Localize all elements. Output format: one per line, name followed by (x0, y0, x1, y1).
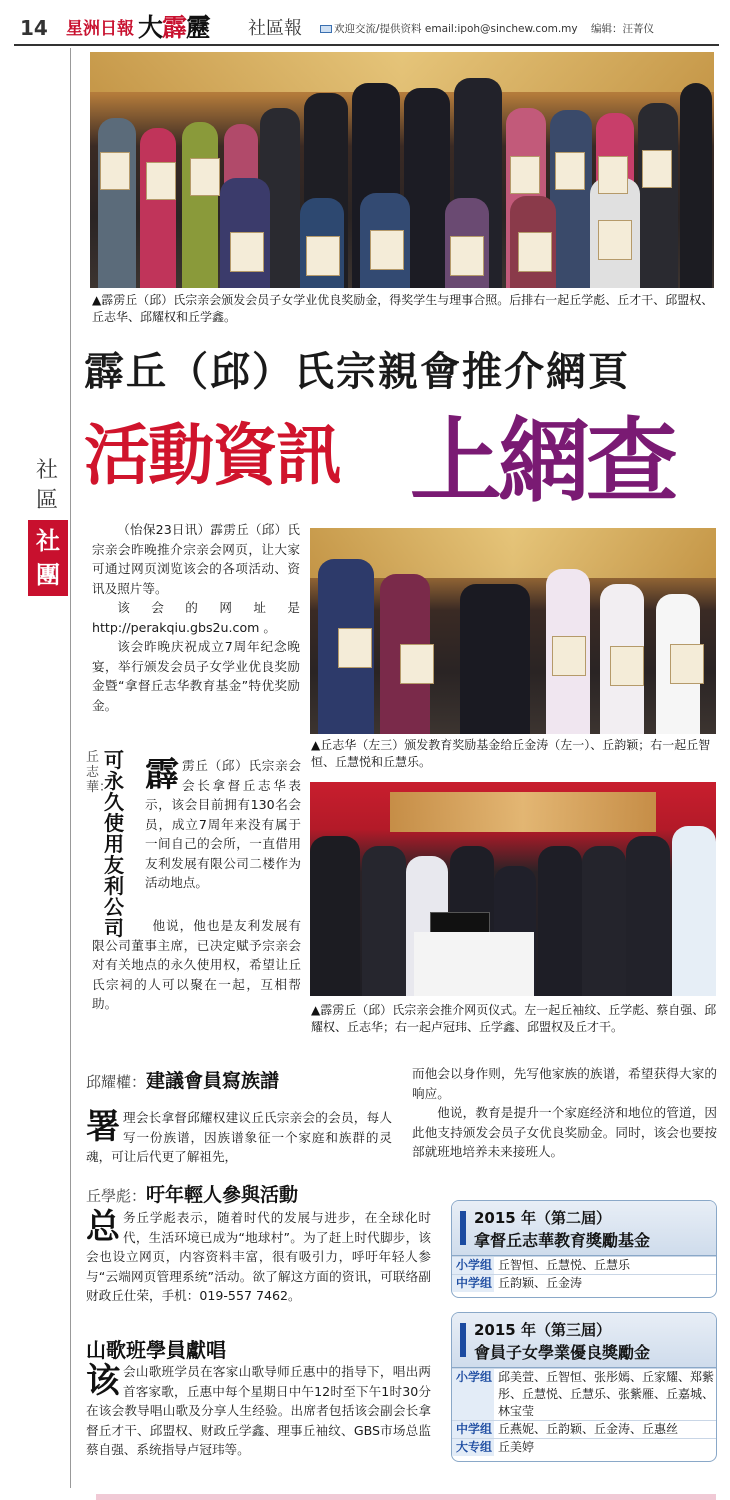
section2-speaker: 邱耀權： (86, 1073, 147, 1091)
award-level: 小学组 (452, 1369, 494, 1420)
intro-paragraph-3: 该会昨晚庆祝成立7周年纪念晚宴，举行颁发会员子女学业优良奖励金暨“拿督丘志华教育基金”特优奖励金。 (92, 639, 300, 713)
award-box-b-row (452, 1438, 716, 1456)
side-tag-qu: 區 (35, 488, 58, 513)
photo-website-launch (310, 782, 716, 996)
section1-paragraph-1: 雳丘（邱）氏宗亲会会长拿督丘志华表示，该会目前拥有130名会员，成立7周年来没有属于一间自己的会所，一直借用友利发展有限公司二楼作为活动地点。 (145, 758, 301, 890)
award-box-a-row (452, 1274, 716, 1292)
section3-speaker: 丘學彪： (86, 1187, 147, 1205)
section3-heading (86, 1180, 298, 1207)
award-names: 丘燕妮、丘韵颖、丘金涛、丘惠丝 (498, 1422, 679, 1436)
side-tag-she: 社 (35, 458, 58, 483)
award-level: 中学组 (452, 1275, 494, 1292)
award-box-a-row (452, 1256, 716, 1274)
section3-paragraph-1: 务丘学彪表示，随着时代的发展与进步，在全球化时代，生活环境已成为“地球村”。为了赶上时代脚步，该会也设立网页，内容资料丰富，很有吸引力，呼吁年轻人参与“云端网页管理系统”活动。欲了解这方面的资讯，可联络副财政丘仕荣，手机：019-557 7462。 (86, 1210, 431, 1303)
editor-credit: 编辑：汪菁仪 (590, 23, 654, 35)
envelope-icon (320, 25, 332, 33)
section4-dropcap: 该 (86, 1361, 120, 1401)
side-tag-box-tuan: 團 (36, 561, 60, 589)
award-box-member-children (451, 1312, 717, 1462)
award-box-education-fund (451, 1200, 717, 1298)
photo3-caption: ▲霹雳丘（邱）氏宗亲会推介网页仪式。左一起丘袖纹、丘学彪、蔡自强、邱耀权、丘志华；右一起卢冠玮、丘学鑫、邱盟权及丘才干。 (311, 1003, 717, 1034)
award-box-a-year: 2015 年（第二屆） (474, 1209, 611, 1227)
award-box-a-title: 拿督丘志華教育獎勵基金 (474, 1231, 651, 1250)
headline-red: 活動資訊 (84, 416, 340, 494)
section2-paragraph-1: 理会长拿督邱耀权建议丘氏宗亲会的会员，每人写一份族谱，因族谱象征一个家庭和族群的灵魂，可让后代更了解祖先， (86, 1110, 392, 1164)
award-level: 大专组 (452, 1439, 494, 1456)
section1-paragraph-2: 他说，他也是友利发展有限公司董事主席，已决定赋予宗亲会对有关地点的永久使用权，希望让丘氏宗祠的人可以聚在一起，互相帮助。 (92, 918, 301, 1011)
page-header (0, 0, 730, 46)
section4-title: 山歌班學員獻唱 (86, 1338, 226, 1362)
award-level: 小学组 (452, 1257, 494, 1274)
section3-dropcap: 总 (86, 1207, 120, 1247)
section1-paragraph-2-wrap (92, 916, 301, 1014)
page-number: 14 (20, 16, 48, 40)
side-tag-box-she: 社 (36, 527, 60, 555)
award-box-b-row (452, 1368, 716, 1420)
photo-award-presentation (310, 528, 716, 734)
newspaper-name: 星洲日報 (66, 19, 134, 39)
group-photo-students (90, 52, 714, 288)
header-contact (320, 21, 654, 36)
award-names: 邱美萱、丘智恒、张彤嫣、丘家耀、郑紫彤、丘慧悦、丘慧乐、张紫雁、丘嘉城、林宝莹 (498, 1370, 715, 1418)
award-box-b-row (452, 1420, 716, 1438)
section1-body (145, 756, 301, 893)
section2-title: 建議會員寫族譜 (146, 1070, 280, 1092)
section2-paragraph-3: 他说，教育是提升一个家庭经济和地位的管道，因此他支持颁发会员子女优良奖励金。同时，该会也要按部就班地培养未来接班人。 (412, 1105, 717, 1159)
contact-text: 欢迎交流/提供资料 email:ipoh@sinchew.com.my (334, 23, 578, 35)
section4-body (86, 1362, 431, 1460)
photo2-caption: ▲丘志华（左三）颁发教育奖励基金给丘金涛（左一）、丘韵颖；右一起丘智恒、丘慧悦和丘慧乐。 (311, 738, 711, 769)
section-side-tag (28, 456, 66, 596)
section-logo-li: 靂 (186, 13, 211, 42)
section2-heading (86, 1066, 279, 1093)
section2-continued (412, 1064, 717, 1162)
section1-dropcap: 霹 (145, 755, 179, 795)
section-subtitle: 社區報 (248, 18, 302, 39)
award-box-b-header (452, 1313, 716, 1368)
section3-body (86, 1208, 431, 1306)
photo3-banner (390, 792, 656, 832)
award-names: 丘智恒、丘慧悦、丘慧乐 (498, 1258, 631, 1272)
bottom-strip (96, 1494, 716, 1500)
section2-body (86, 1108, 392, 1167)
section2-dropcap: 署 (86, 1107, 120, 1147)
headline-main: 霹丘（邱）氏宗親會推介網頁 (84, 349, 630, 395)
intro-text (92, 520, 300, 715)
section3-title: 吁年輕人參與活動 (146, 1184, 299, 1206)
section2-paragraph-2: 而他会以身作则，先写他家族的族谱，希望获得大家的响应。 (412, 1066, 717, 1101)
photo-banner (90, 52, 714, 92)
column-divider (70, 48, 71, 1488)
award-box-a-header (452, 1201, 716, 1256)
headline-purple: 上網查 (410, 407, 675, 515)
section1-title: 可永久使用友利公司 (104, 748, 124, 940)
section4-paragraph-1: 会山歌班学员在客家山歌导师丘惠中的指导下，唱出两首客家歌，丘惠中每个星期日中午12时至下午1时30分在该会教导唱山歌及分享人生经验。出席者包括该会副会长拿督丘才干、邱盟权、财政丘学鑫、理事丘袖纹、GBS市场总监蔡自强、系统指导卢冠玮等。 (86, 1364, 431, 1457)
section-logo-pi: 霹 (162, 13, 187, 42)
side-tag-box (28, 520, 68, 596)
section1-speaker: 丘志華： (86, 750, 113, 795)
photo1-caption: ▲霹雳丘（邱）氏宗亲会颁发会员子女学业优良奖励金，得奖学生与理事合照。后排右一起丘学彪、丘才干、邱盟权、丘志华、邱耀权和丘学鑫。 (92, 293, 714, 324)
intro-paragraph-1: （怡保23日讯）霹雳丘（邱）氏宗亲会昨晚推介宗亲会网页，让大家可通过网页浏览该会的各项活动、资讯及照片等。 (92, 522, 300, 596)
award-level: 中学组 (452, 1421, 494, 1438)
award-box-b-year: 2015 年（第三屆） (474, 1321, 611, 1339)
section-logo (138, 8, 210, 44)
award-box-b-title: 會員子女學業優良獎勵金 (474, 1343, 651, 1362)
header-rule (14, 44, 719, 46)
award-names: 丘韵颖、丘金涛 (498, 1276, 583, 1290)
section-logo-da: 大 (138, 13, 163, 42)
award-names: 丘美婷 (498, 1440, 535, 1454)
intro-paragraph-2: 该会的网址是http://perakqiu.gbs2u.com 。 (92, 600, 300, 635)
